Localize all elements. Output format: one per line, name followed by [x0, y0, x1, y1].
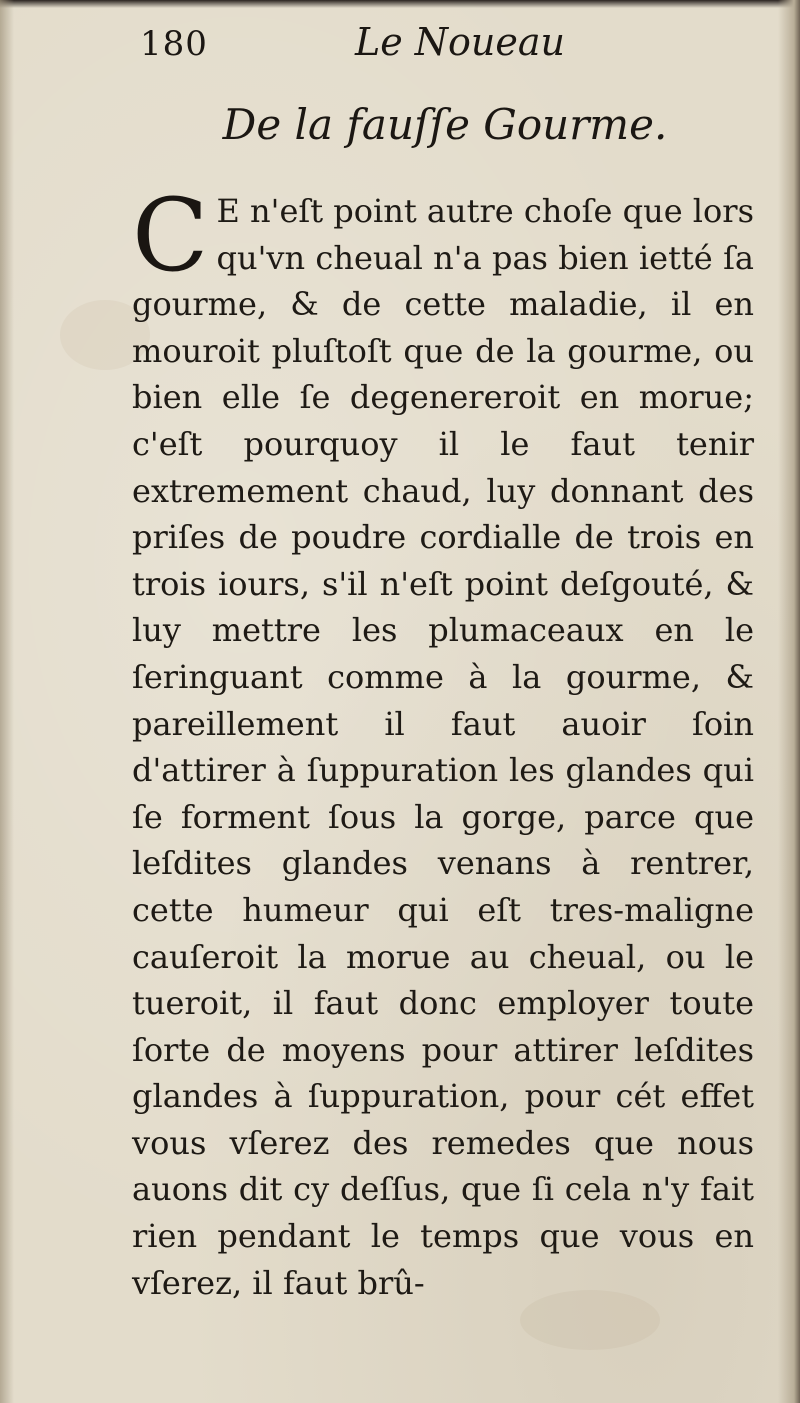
page-left-shadow — [0, 0, 14, 1403]
body-paragraph: E n'eſt point autre choſe que lors qu'vn cheual n'a pas bien ietté ſa gourme, & de cette maladie, il en mouroit pluſtoſt que de la gourme, ou bien elle ſe degenereroit en morue; c'eſt pourquoy il le faut tenir extremement chaud, luy donnant des priſes de poudre cordialle de trois en trois iours, s'il n'eſt point deſgouté, & luy mettre les plumaceaux en le ſeringuant comme à la gourme, & pareillement il faut auoir ſoin d'attirer à ſuppuration les glandes qui ſe forment ſous la gorge, parce que leſdites glandes venans à rentrer, cette humeur qui eſt tres-maligne cauſeroit la morue au cheual, ou le tueroit, il faut donc employer toute ſorte de moyens pour attirer leſdites glandes à ſuppuration, pour cét effet vous vſerez des remedes que nous auons dit cy deſſus, que ſi cela n'y fait rien pendant le temps que vous en vſerez, il faut brû- — [132, 192, 755, 1302]
page-top-edge — [0, 0, 800, 8]
running-head — [140, 20, 760, 70]
page-number: 180 — [140, 24, 208, 64]
chapter-title: De la fauſſe Gourme. — [222, 100, 668, 149]
page-right-edge — [778, 0, 800, 1403]
running-title: Le Noueau — [355, 20, 566, 64]
drop-cap: C — [132, 177, 209, 294]
body-text — [132, 177, 755, 1306]
